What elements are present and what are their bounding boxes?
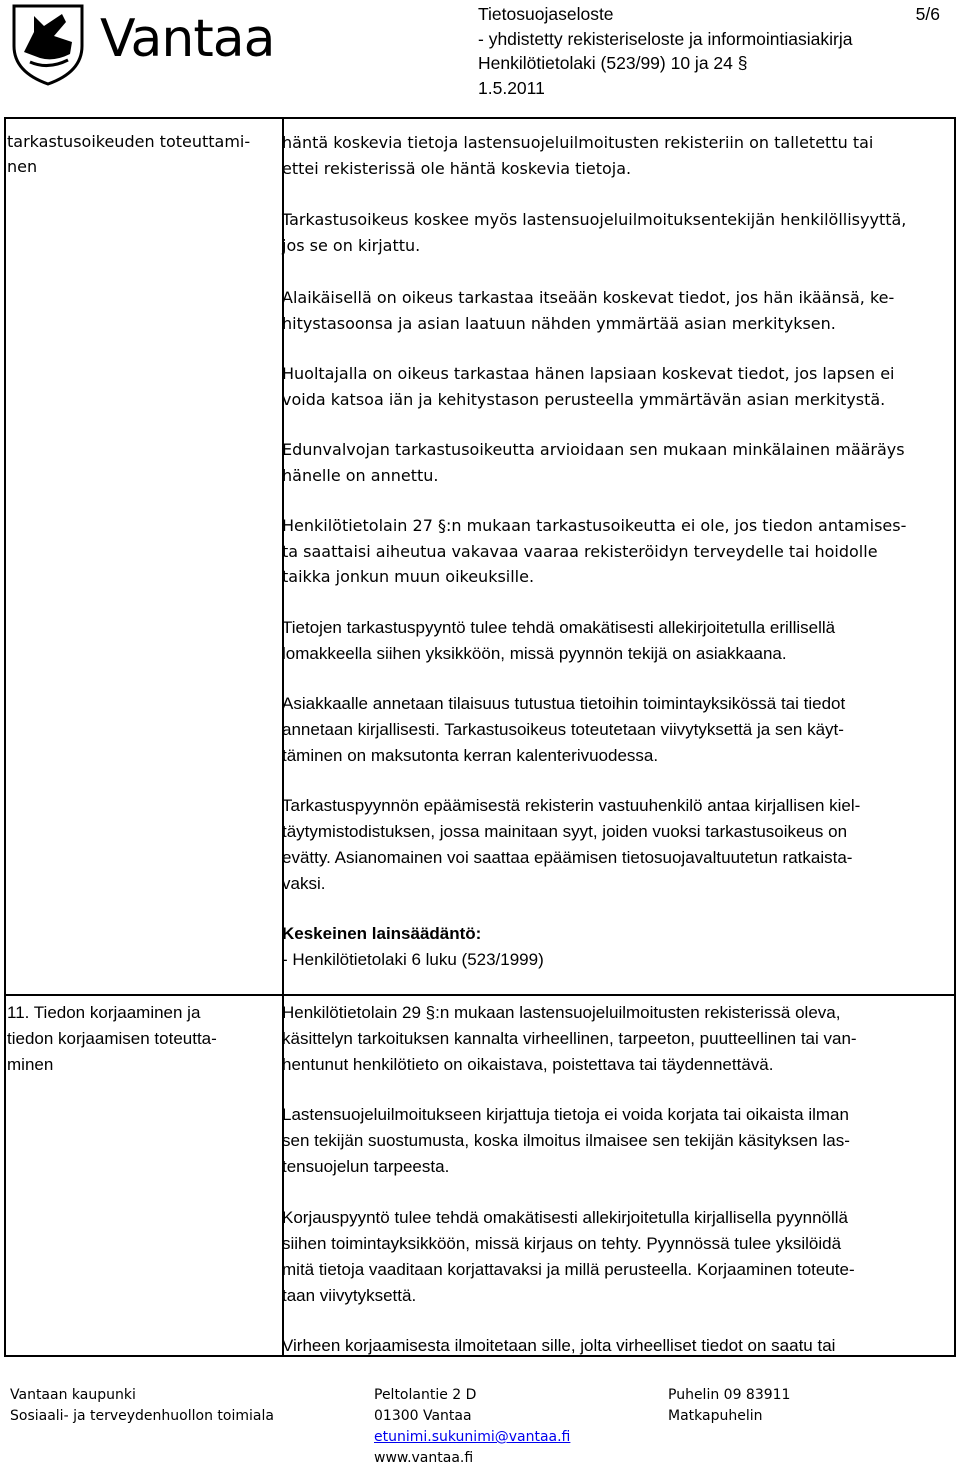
text-line: ettei rekisterissä ole häntä koskevia tietoja. — [282, 158, 632, 178]
footer-dept: Sosiaali- ja terveydenhuollon toimiala — [10, 1408, 274, 1424]
text-line: taikka jonkun muun oikeuksille. — [282, 567, 535, 586]
document-subtitle: - yhdistetty rekisteriseloste ja informointiasiakirja — [478, 28, 853, 49]
text-line: sen tekijän suostumusta, koska ilmoitus ilmaisee sen tekijän käsityksen las- — [282, 1131, 850, 1150]
text-line: ta saattaisi aiheutua vakavaa vaaraa rekisteröidyn terveydelle tai hoidolle — [282, 541, 878, 561]
text-line: Henkilötietolain 29 §:n mukaan lastensuojeluilmoitusten rekisterissä oleva, — [282, 1003, 841, 1022]
footer-web[interactable]: www.vantaa.fi — [374, 1450, 474, 1466]
text-line: Tarkastuspyynnön epäämisestä rekisterin vastuuhenkilö antaa kirjallisen kiel- — [282, 796, 861, 815]
paragraph — [282, 437, 942, 488]
legislation-item: - Henkilötietolaki 6 luku (523/1999) — [282, 950, 544, 969]
text-line: Henkilötietolain 27 §:n mukaan tarkastusoikeutta ei ole, jos tiedon antamises- — [282, 516, 907, 535]
text-line: täytymistodistuksen, jossa mainitaan syyt, joiden vuoksi tarkastusoikeus on — [282, 822, 848, 841]
page-number: 5/6 — [915, 4, 940, 24]
footer-mobile: Matkapuhelin — [668, 1408, 763, 1424]
legislation-block — [282, 921, 942, 973]
text-line: Tarkastusoikeus koskee myös lastensuojeluilmoituksentekijän henkilöllisyyttä, — [282, 210, 907, 229]
text-line: Alaikäisellä on oikeus tarkastaa itseään koskevat tiedot, jos hän ikäänsä, ke- — [282, 288, 895, 307]
text-line: tensuojelun tarpeesta. — [282, 1157, 450, 1176]
text-line: evätty. Asianomainen voi saattaa epäämisen tietosuojavaltuutetun ratkaista- — [282, 848, 853, 867]
text-line: taan viivytyksettä. — [282, 1286, 417, 1305]
text-line: annetaan kirjallisesti. Tarkastusoikeus toteutetaan viivytyksettä ja sen käyt- — [282, 720, 844, 739]
row-label-inspection: tarkastusoikeuden toteuttami- nen — [7, 132, 251, 176]
paragraph — [282, 513, 942, 590]
paragraph — [282, 361, 942, 412]
text-line: hänelle on annettu. — [282, 465, 439, 485]
document-title: Tietosuojaseloste — [478, 4, 614, 24]
text-line: Korjauspyyntö tulee tehdä omakätisesti allekirjoitetulla kirjallisella pyynnöllä — [282, 1208, 849, 1227]
footer-organization — [10, 1385, 274, 1427]
paragraph — [282, 207, 942, 258]
brand-wordmark: Vantaa — [100, 9, 275, 69]
law-reference: Henkilötietolaki (523/99) 10 ja 24 § — [478, 53, 748, 73]
row-divider — [6, 994, 954, 996]
paragraph — [282, 1333, 942, 1359]
footer-postal: 01300 Vantaa — [374, 1408, 472, 1424]
paragraph — [282, 615, 942, 667]
paragraph — [282, 285, 942, 336]
document-header — [478, 2, 852, 100]
text-line: lomakkeella siihen yksikköön, missä pyynnön tekijä on asiakkaana. — [282, 644, 787, 663]
text-line: täminen on maksutonta kerran kalenterivuodessa. — [282, 746, 659, 765]
text-line: hentunut henkilötieto on oikaistava, poistettava tai täydennettävä. — [282, 1055, 774, 1074]
text-line: Virheen korjaamisesta ilmoitetaan sille, jolta virheelliset tiedot on saatu tai — [282, 1336, 836, 1355]
footer-address — [374, 1385, 570, 1469]
footer-street: Peltolantie 2 D — [374, 1387, 477, 1403]
footer-phone: Puhelin 09 83911 — [668, 1387, 791, 1403]
legislation-heading: Keskeinen lainsäädäntö: — [282, 924, 482, 943]
paragraph — [282, 793, 942, 897]
text-line: häntä koskevia tietoja lastensuojeluilmoitusten rekisteriin on talletettu tai — [282, 133, 874, 152]
footer-email-link[interactable]: etunimi.sukunimi@vantaa.fi — [374, 1429, 571, 1445]
text-line: jos se on kirjattu. — [282, 235, 421, 255]
text-line: Huoltajalla on oikeus tarkastaa hänen lapsiaan koskevat tiedot, jos lapsen ei — [282, 364, 895, 383]
text-line: hitystasoonsa ja asian laatuun nähden ymmärtää asian merkityksen. — [282, 313, 836, 333]
paragraph — [282, 130, 942, 181]
text-line: siihen toimintayksikköön, missä kirjaus on tehty. Pyynnössä tulee yksilöidä — [282, 1234, 842, 1253]
text-line: voida katsoa iän ja kehitystason perusteella ymmärtävän asian merkitystä. — [282, 389, 886, 409]
text-line: mitä tietoja vaaditaan korjattavaksi ja millä perusteella. Korjaaminen toteute- — [282, 1260, 855, 1279]
paragraph — [282, 691, 942, 769]
text-line: Tietojen tarkastuspyyntö tulee tehdä omakätisesti allekirjoitetulla erillisellä — [282, 618, 836, 637]
text-line: vaksi. — [282, 874, 326, 893]
text-line: käsittelyn tarkoituksen kannalta virheellinen, tarpeeton, puutteellinen tai van- — [282, 1029, 857, 1048]
text-line: Lastensuojeluilmoitukseen kirjattuja tietoja ei voida korjata tai oikaista ilman — [282, 1105, 849, 1124]
document-date: 1.5.2011 — [478, 77, 545, 98]
text-line: Asiakkaalle annetaan tilaisuus tutustua tietoihin toimintayksikössä tai tiedot — [282, 694, 846, 713]
vantaa-coat-of-arms-logo — [10, 2, 86, 86]
row-label-correction: 11. Tiedon korjaaminen ja tiedon korjaamisen toteutta- minen — [7, 1003, 217, 1074]
footer-org: Vantaan kaupunki — [10, 1387, 136, 1403]
text-line: Edunvalvojan tarkastusoikeutta arvioidaan sen mukaan minkälainen määräys — [282, 440, 905, 459]
paragraph — [282, 1102, 942, 1180]
paragraph — [282, 1000, 942, 1078]
footer-contact — [668, 1385, 790, 1427]
paragraph — [282, 1205, 942, 1309]
